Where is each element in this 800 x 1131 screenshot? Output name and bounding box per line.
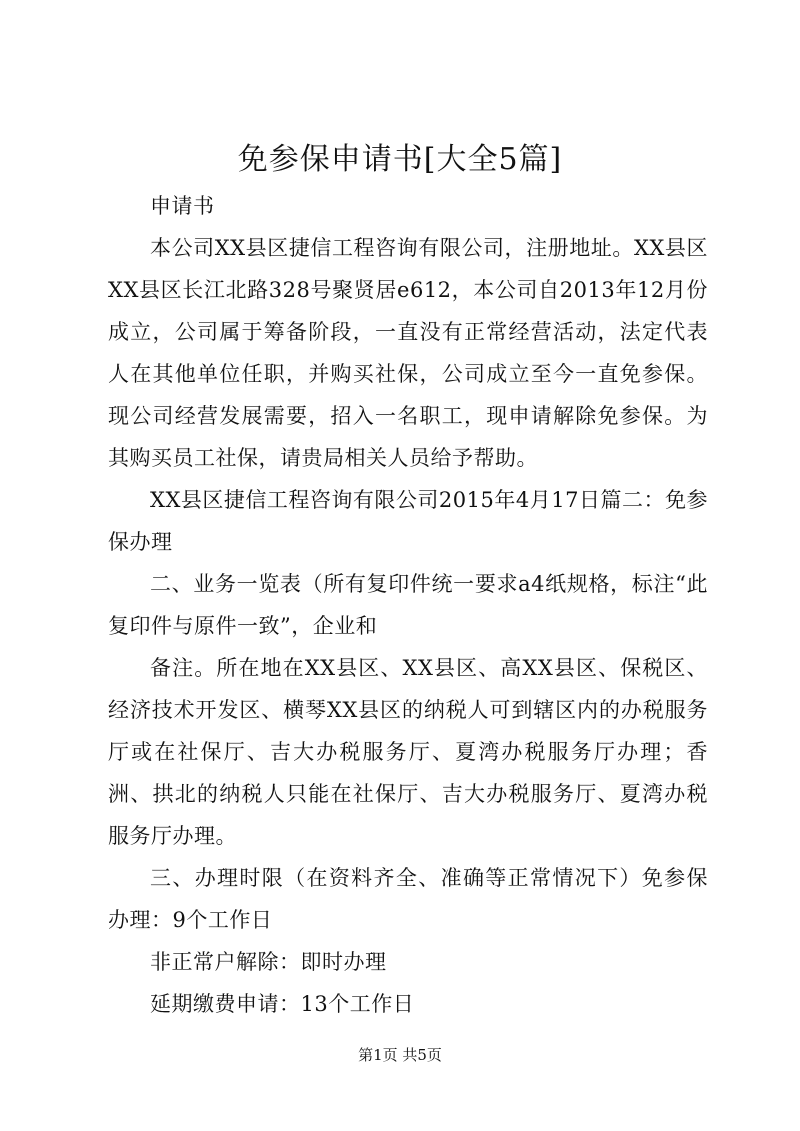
paragraph-business-table: 二、业务一览表（所有复印件统一要求a4纸规格，标注“此复印件与原件一致”，企业和 — [108, 572, 708, 638]
document-body — [108, 185, 708, 1025]
paragraph-deferral: 延期缴费申请：13个工作日 — [150, 992, 415, 1016]
document-title: 免参保申请书[大全5篇] — [237, 142, 563, 177]
page-footer: 第1页 共5页 — [358, 1046, 442, 1064]
paragraph-application: 本公司XX县区捷信工程咨询有限公司，注册地址。XX县区XX县区长江北路328号聚贤居e612，本公司自2013年12月份成立，公司属于筹备阶段，一直没有正常经营活动，法定代表人在其他单位任职，并购买社保，公司成立至今一直免参保。现公司经营发展需要，招入一名职工，现申请解除免参保。为其购买员工社保，请贵局相关人员给予帮助。 — [108, 236, 708, 470]
paragraph-remarks: 备注。所在地在XX县区、XX县区、高XX县区、保税区、经济技术开发区、横琴XX县区的纳税人可到辖区内的办税服务厅或在社保厅、吉大办税服务厅、夏湾办税服务厅办理；香洲、拱北的纳税人只能在社保厅、吉大办税服务厅、夏湾办税服务厅办理。 — [108, 656, 708, 848]
paragraph-time-limit: 三、办理时限（在资料齐全、准确等正常情况下）免参保办理：9个工作日 — [108, 866, 708, 932]
paragraph-abnormal: 非正常户解除：即时办理 — [150, 950, 387, 974]
paragraph-heading: 申请书 — [150, 194, 215, 218]
paragraph-signature: XX县区捷信工程咨询有限公司2015年4月17日篇二：免参保办理 — [108, 488, 708, 554]
